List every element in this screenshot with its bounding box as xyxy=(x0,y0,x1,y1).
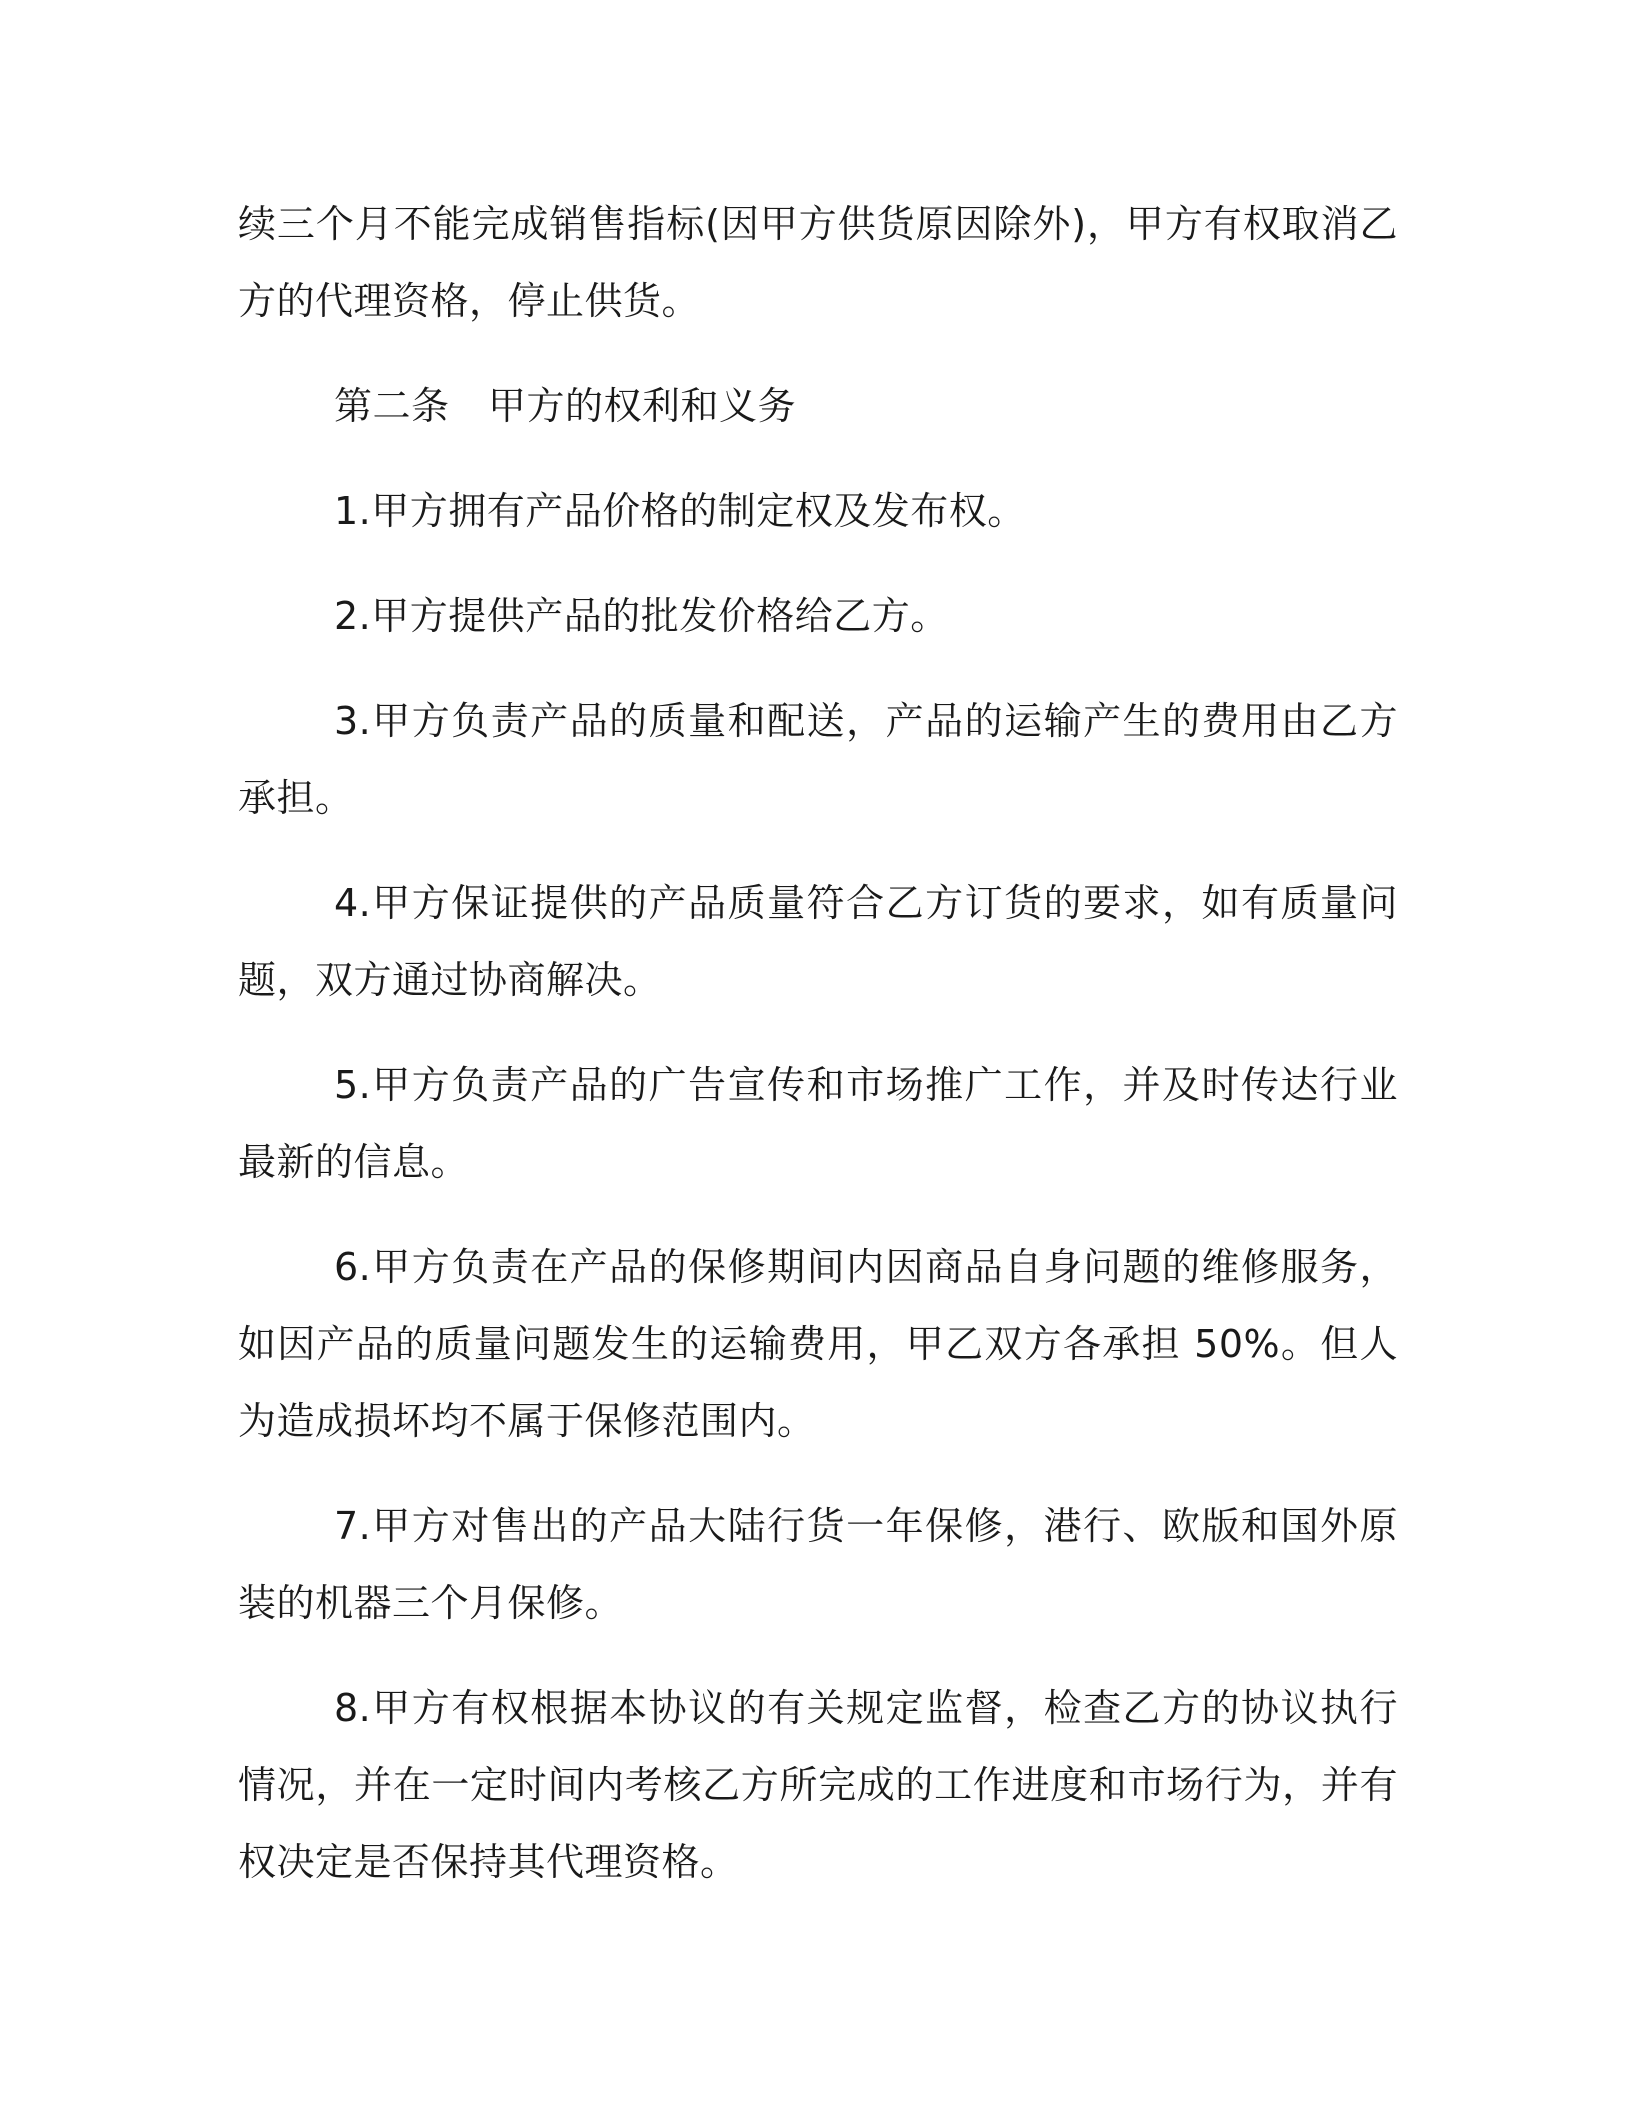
clause-item-2: 2.甲方提供产品的批发价格给乙方。 xyxy=(334,594,949,638)
document-body xyxy=(238,186,1398,1929)
clause-item-1: 1.甲方拥有产品价格的制定权及发布权。 xyxy=(334,489,1026,533)
clause-item-5: 5.甲方负责产品的广告宣传和市场推广工作，并及时传达行业最新的信息。 xyxy=(238,1063,1398,1184)
continuation-paragraph: 续三个月不能完成销售指标(因甲方供货原因除外)，甲方有权取消乙方的代理资格，停止供货。 xyxy=(238,202,1398,323)
clause-item-7: 7.甲方对售出的产品大陆行货一年保修，港行、欧版和国外原装的机器三个月保修。 xyxy=(238,1504,1398,1625)
clause-item-8: 8.甲方有权根据本协议的有关规定监督，检查乙方的协议执行情况，并在一定时间内考核乙方所完成的工作进度和市场行为，并有权决定是否保持其代理资格。 xyxy=(238,1686,1398,1884)
section-heading: 第二条 甲方的权利和义务 xyxy=(334,384,797,428)
clause-item-6: 6.甲方负责在产品的保修期间内因商品自身问题的维修服务，如因产品的质量问题发生的运输费用，甲乙双方各承担 50%。但人为造成损坏均不属于保修范围内。 xyxy=(238,1245,1398,1443)
clause-item-3: 3.甲方负责产品的质量和配送，产品的运输产生的费用由乙方承担。 xyxy=(238,699,1398,820)
clause-item-4: 4.甲方保证提供的产品质量符合乙方订货的要求，如有质量问题，双方通过协商解决。 xyxy=(238,881,1398,1002)
